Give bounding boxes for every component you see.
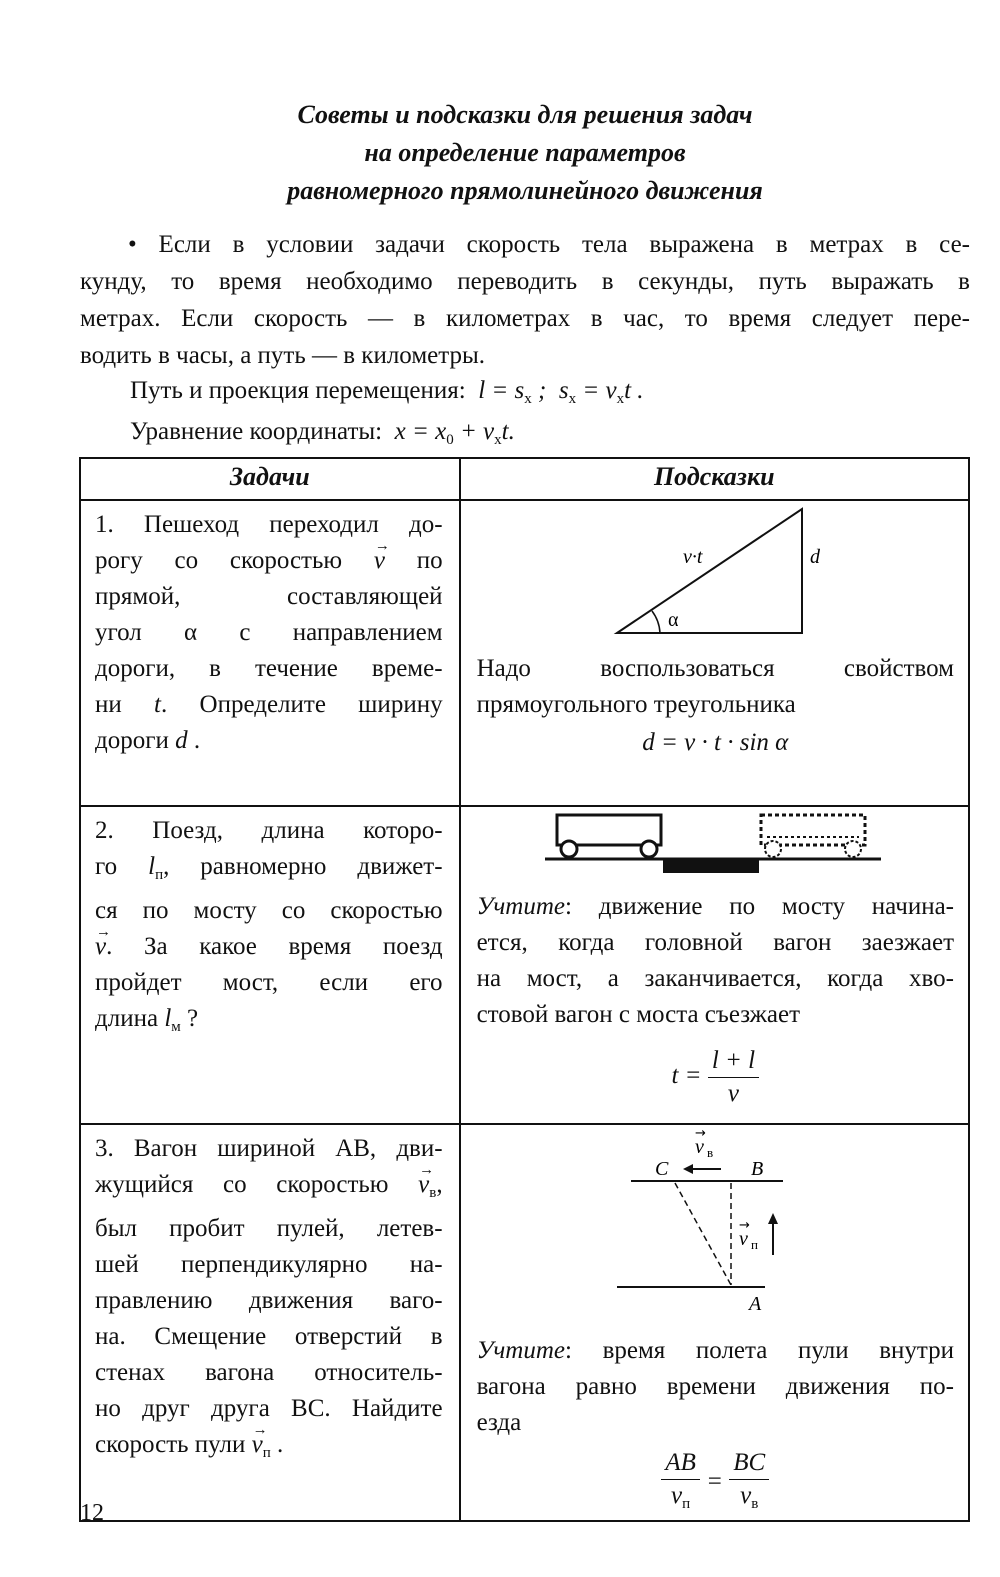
- wagon-wheel-dashed: [845, 841, 861, 857]
- note-label: Учтите: [476, 893, 566, 920]
- bullet-path: [675, 1183, 731, 1285]
- formula-3: $\frac{AB}{v_п}$ = $\frac{BC}{v_в}$: [477, 1447, 954, 1520]
- formula-2: t = $\frac{l + l}{v}$: [477, 1045, 954, 1110]
- task-2: 2. Поезд, длина которо- го $l_п$, равномерно движет- ся по мосту со скоростью → v. За какое время поезд пройдет мост, если его длина $l_м$ ?: [80, 806, 460, 1124]
- intro-paragraph: [80, 226, 970, 374]
- coordinate-formula-label: Уравнение координаты:: [130, 418, 383, 445]
- triangle-figure: [565, 501, 865, 651]
- point-c-label: C: [655, 1158, 669, 1180]
- hypotenuse-label: v·t: [683, 546, 703, 568]
- table-header-row: [80, 458, 969, 500]
- intro-line-3: метрах. Если скорость — в километрах в час, то время следует пере-: [80, 305, 970, 332]
- svg-text:п: п: [751, 1237, 759, 1252]
- wagon-wheel: [561, 841, 577, 857]
- task-3: 3. Вагон шириной AB, дви- жущийся со скоростью → $v_в$, был пробит пулей, летев- шей перпендикулярно на- правлению движения ваго- на. Смещение отверстий в стенах вагона относитель- но друг друга BC. Найдите скорость пули → $v_п$ .: [80, 1124, 460, 1521]
- point-a-label: A: [749, 1293, 762, 1315]
- header-hints: Подсказки: [460, 458, 969, 500]
- path-formula-expression: $l = s_x$ ; $s_x = v_xt$ .: [471, 377, 644, 407]
- path-formula-label: Путь и проекция перемещения:: [130, 377, 466, 404]
- coordinate-formula-expression: $x = x_0 + v_xt$.: [388, 418, 515, 448]
- table-row: [80, 500, 969, 806]
- title-line-3: равномерного прямолинейного движения: [287, 176, 763, 205]
- svg-text:в: в: [707, 1145, 714, 1160]
- header-tasks: Задачи: [80, 458, 460, 500]
- tasks-hints-table: [79, 457, 970, 1522]
- vb-label: v: [695, 1136, 705, 1158]
- triangle-shape: [617, 509, 802, 633]
- wagon-wheel-dashed: [765, 841, 781, 857]
- wagon-dashed: [761, 815, 865, 845]
- bullet-wagon-figure: [615, 1125, 815, 1315]
- title-line-2: на определение параметров: [364, 138, 686, 167]
- task-1: 1. Пешеход переходил до- рогу со скоростью → v по прямой, составляющей угол α с направлением дороги, в течение време- ни t. Определите ширину дороги d .: [80, 500, 460, 806]
- hint-2: Учтите: движение по мосту начина- ется, когда головной вагон заезжает на мост, а заканчивается, когда хво- стовой вагон с моста съезжает t = $\frac{l + l}{v}$: [460, 806, 969, 1124]
- point-b-label: B: [751, 1158, 764, 1180]
- hint-3: v → в C B v → п A Учтите: время полета пули внутри вагона равно времени движения по- езда $\frac{AB}{v_п}$ = $\frac{BC}{v_в}$: [460, 1124, 969, 1521]
- wagon-wheel: [641, 841, 657, 857]
- title-line-1: Советы и подсказки для решения задач: [297, 100, 753, 129]
- intro-line-2: кунду, то время необходимо переводить в секунды, путь выражать в: [80, 268, 970, 295]
- note-label: Учтите: [476, 1337, 566, 1364]
- vp-label: v: [739, 1228, 749, 1250]
- coordinate-formula: [130, 413, 515, 459]
- intro-line-4: водить в часы, а путь — в километры.: [80, 342, 486, 369]
- angle-label: α: [668, 609, 679, 631]
- svg-text:→: →: [739, 1218, 751, 1233]
- intro-line-1: • Если в условии задачи скорость тела выражена в метрах в се-: [128, 231, 970, 258]
- train-bridge-figure: [545, 807, 885, 873]
- angle-arc: [652, 611, 660, 633]
- path-formula: [130, 372, 644, 418]
- page-title: [80, 96, 970, 210]
- table-row: [80, 1124, 969, 1521]
- hint-1: v·t d α Надо воспользоваться свойством прямоугольного треугольника d = v · t · sin α: [460, 500, 969, 806]
- side-label: d: [810, 546, 821, 568]
- table-row: [80, 806, 969, 1124]
- formula-1: d = v · t · sin α: [642, 729, 789, 756]
- svg-text:→: →: [695, 1126, 707, 1141]
- page-number: 12: [80, 1500, 104, 1526]
- bridge-block: [663, 859, 759, 873]
